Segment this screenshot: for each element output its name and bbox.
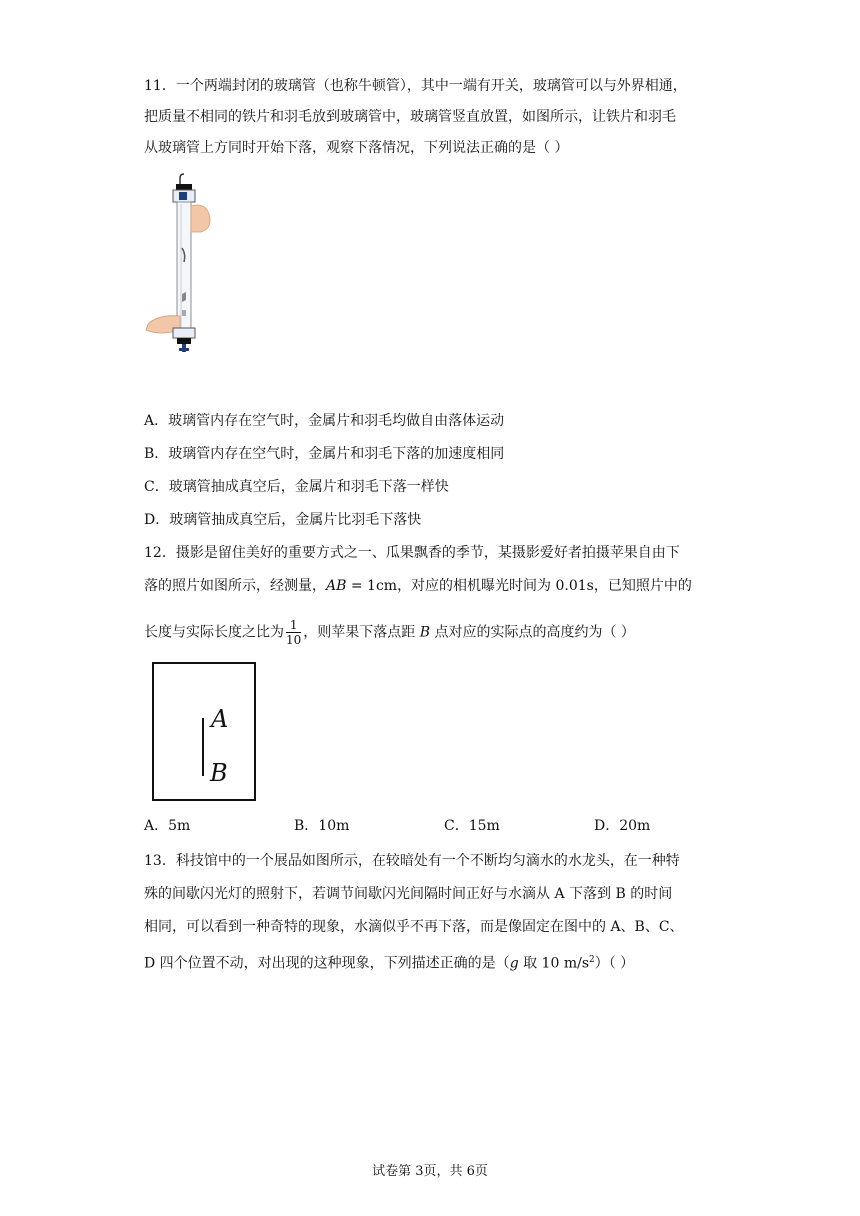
q11-option-c: C．玻璃管抽成真空后，金属片和羽毛下落一样快 <box>144 479 449 495</box>
q12-option-d: D．20m <box>594 818 651 834</box>
q12-line2-part-a: 落的照片如图所示，经测量， <box>144 578 326 594</box>
q12-text-line-3 <box>144 618 635 647</box>
q12-line3-part-a: 长度与实际长度之比为 <box>144 624 284 641</box>
q13-line4-part-a: D 四个位置不动，对出现的这种现象，下列描述正确的是（ <box>144 955 510 972</box>
q11-text-line-2: 把质量不相同的铁片和羽毛放到玻璃管中，玻璃管竖直放置，如图所示，让铁片和羽毛 <box>144 109 676 125</box>
segment-ab-value: = 1cm <box>346 578 398 594</box>
apple-streak-line <box>202 718 204 776</box>
q12-line3-part-b: ，则苹果下落点距 <box>303 624 420 641</box>
q13-text-line-3: 相同，可以看到一种奇特的现象，水滴似乎不再下落，而是像固定在图中的 A、B、C、 <box>144 919 684 935</box>
q13-text-line-1: 13．科技馆中的一个展品如图所示，在较暗处有一个不断均匀滴水的水龙头，在一种特 <box>144 853 680 869</box>
squared-superscript: 2 <box>589 955 595 965</box>
q12-text-line-1: 12．摄影是留住美好的重要方式之一、瓜果飘香的季节，某摄影爱好者拍摄苹果自由下 <box>144 545 680 561</box>
fraction-denominator: 10 <box>286 633 302 647</box>
q12-option-a: A．5m <box>144 818 191 834</box>
point-b-label: B <box>419 624 431 641</box>
page-footer: 试卷第 3页，共 6页 <box>372 1164 488 1179</box>
q13-line4-part-b: 取 10 m/s <box>518 955 589 972</box>
q11-option-d: D．玻璃管抽成真空后，金属片比羽毛下落快 <box>144 512 422 528</box>
q11-option-b: B．玻璃管内存在空气时，金属片和羽毛下落的加速度相同 <box>144 446 505 462</box>
figure-label-b: B <box>210 759 228 787</box>
segment-ab-label: AB <box>326 578 347 594</box>
q12-option-c: C．15m <box>444 818 500 834</box>
q13-text-line-4 <box>144 950 634 974</box>
fraction-numerator: 1 <box>286 618 301 633</box>
q12-text-line-2 <box>144 576 692 596</box>
newton-tube-figure <box>144 170 214 360</box>
q11-text-line-1: 11．一个两端封闭的玻璃管（也称牛顿管），其中一端有开关，玻璃管可以与外界相通， <box>144 78 687 94</box>
gravity-symbol: g <box>509 955 519 972</box>
ratio-fraction <box>286 618 301 647</box>
q12-option-b: B．10m <box>294 818 350 834</box>
q12-line3-part-c: 点对应的实际点的高度约为（ ） <box>430 624 635 641</box>
photo-frame-figure <box>152 662 256 801</box>
q13-text-line-2: 殊的间歇闪光灯的照射下，若调节间歇闪光间隔时间正好与水滴从 A 下落到 B 的时间 <box>144 886 673 902</box>
q11-option-a: A．玻璃管内存在空气时，金属片和羽毛均做自由落体运动 <box>144 413 505 429</box>
figure-label-a: A <box>211 705 229 733</box>
q12-line2-part-b: ，对应的相机曝光时间为 0.01s，已知照片中的 <box>397 578 692 594</box>
q13-line4-part-c: ）（ ） <box>594 955 635 972</box>
q11-text-line-3: 从玻璃管上方同时开始下落，观察下落情况，下列说法正确的是（ ） <box>144 140 569 156</box>
